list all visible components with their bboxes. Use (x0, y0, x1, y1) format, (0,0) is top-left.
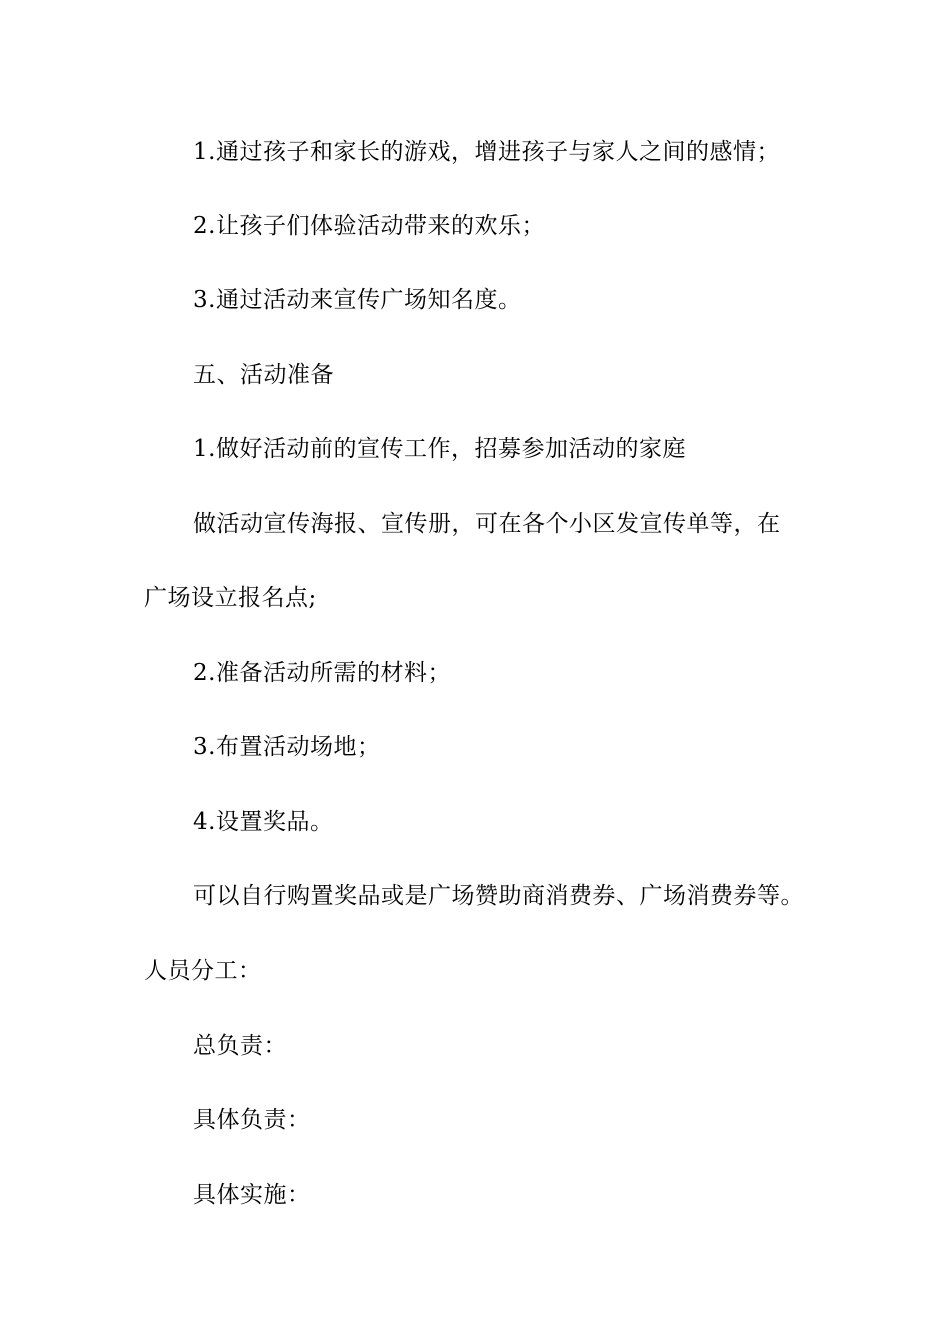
specific-lead-label: 具体负责： (193, 1107, 311, 1133)
prize-detail: 可以自行购置奖品或是广场赞助商消费券、广场消费券等。 (193, 883, 804, 909)
prep-item-1-detail-continued: 广场设立报名点; (144, 585, 317, 611)
goal-item-2: 2.让孩子们体验活动带来的欢乐； (193, 213, 545, 239)
prep-item-1: 1.做好活动前的宣传工作，招募参加活动的家庭 (193, 436, 686, 462)
prep-item-2: 2.准备活动所需的材料； (193, 660, 451, 686)
implementation-label: 具体实施： (193, 1182, 311, 1208)
prep-item-4: 4.设置奖品。 (193, 809, 334, 835)
prep-item-1-detail: 做活动宣传海报、宣传册，可在各个小区发宣传单等，在 (193, 511, 781, 537)
general-lead-label: 总负责： (193, 1033, 287, 1059)
staff-division-heading: 人员分工： (144, 958, 262, 984)
goal-item-1: 1.通过孩子和家长的游戏，增进孩子与家人之间的感情； (193, 139, 780, 165)
section-heading-preparation: 五、活动准备 (193, 362, 334, 388)
prep-item-3: 3.布置活动场地； (193, 734, 381, 760)
goal-item-3: 3.通过活动来宣传广场知名度。 (193, 287, 522, 313)
